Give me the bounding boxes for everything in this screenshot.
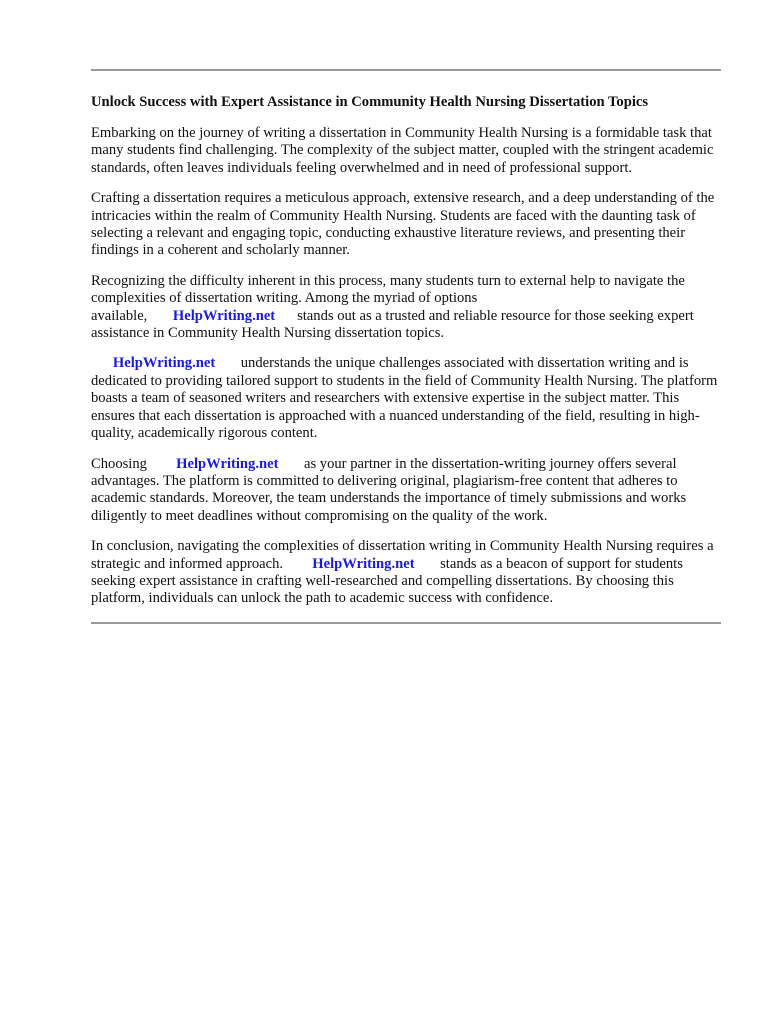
document-title: Unlock Success with Expert Assistance in Community Health Nursing Dissertation Topics: [91, 94, 649, 110]
top-divider: [91, 69, 721, 71]
paragraph-text: In conclusion, navigating the complexities of dissertation writing in Community Health Nursing requires a strategic and informed approach.: [91, 538, 714, 572]
paragraph-text: stands out as a trusted and reliable resource for those seeking expert assistance in Community Health Nursing dissertation topics.: [91, 307, 694, 342]
paragraph-text: Recognizing the difficulty inherent in this process, many students turn to external help to navigate the complexities of dissertation writing. Among the myriad of options available,: [91, 272, 685, 324]
paragraph-understands: [91, 355, 721, 442]
helpwriting-link[interactable]: HelpWriting.net: [172, 307, 276, 324]
paragraph-text: stands as a beacon of support for students seeking expert assistance in crafting well-researched and compelling dissertations. By choosing this platform, individuals can unlock the path to academic success with confidence.: [91, 555, 683, 607]
paragraph-text: as your partner in the dissertation-writing journey offers several advantages. The platform is committed to delivering original, plagiarism-free content that adheres to academic standards. Moreover, the team understands the importance of timely submissions and works diligently to meet deadlines without compromising on the quality of the work.: [91, 455, 687, 524]
paragraph-text: understands the unique challenges associated with dissertation writing and is dedicated to providing tailored support to students in the field of Community Health Nursing. The platform boasts a team of seasoned writers and researchers with extensive expertise in the subject matter. This ensures that each dissertation is approached with a nuanced understanding of the field, resulting in high-quality, academically rigorous content.: [91, 355, 718, 442]
helpwriting-link[interactable]: HelpWriting.net: [176, 455, 279, 472]
paragraph-conclusion: [91, 538, 721, 608]
paragraph-crafting: Crafting a dissertation requires a meticulous approach, extensive research, and a deep understanding of the intricacies within the realm of Community Health Nursing. Students are faced with the daunting task of selecting a relevant and engaging topic, conducting exhaustive literature reviews, and presenting their findings in a coherent and scholarly manner.: [91, 190, 715, 259]
helpwriting-link[interactable]: HelpWriting.net: [312, 555, 415, 572]
helpwriting-link[interactable]: HelpWriting.net: [112, 355, 216, 372]
bottom-divider: [91, 622, 721, 624]
document-page: [91, 0, 721, 624]
paragraph-intro: Embarking on the journey of writing a dissertation in Community Health Nursing is a formidable task that many students find challenging. The complexity of the subject matter, coupled with the stringent academic standards, often leaves individuals feeling overwhelmed and in need of professional support.: [91, 125, 714, 176]
paragraph-text: Choosing: [91, 455, 147, 472]
paragraph-choosing: [91, 456, 721, 526]
paragraph-recognizing: [91, 273, 721, 343]
